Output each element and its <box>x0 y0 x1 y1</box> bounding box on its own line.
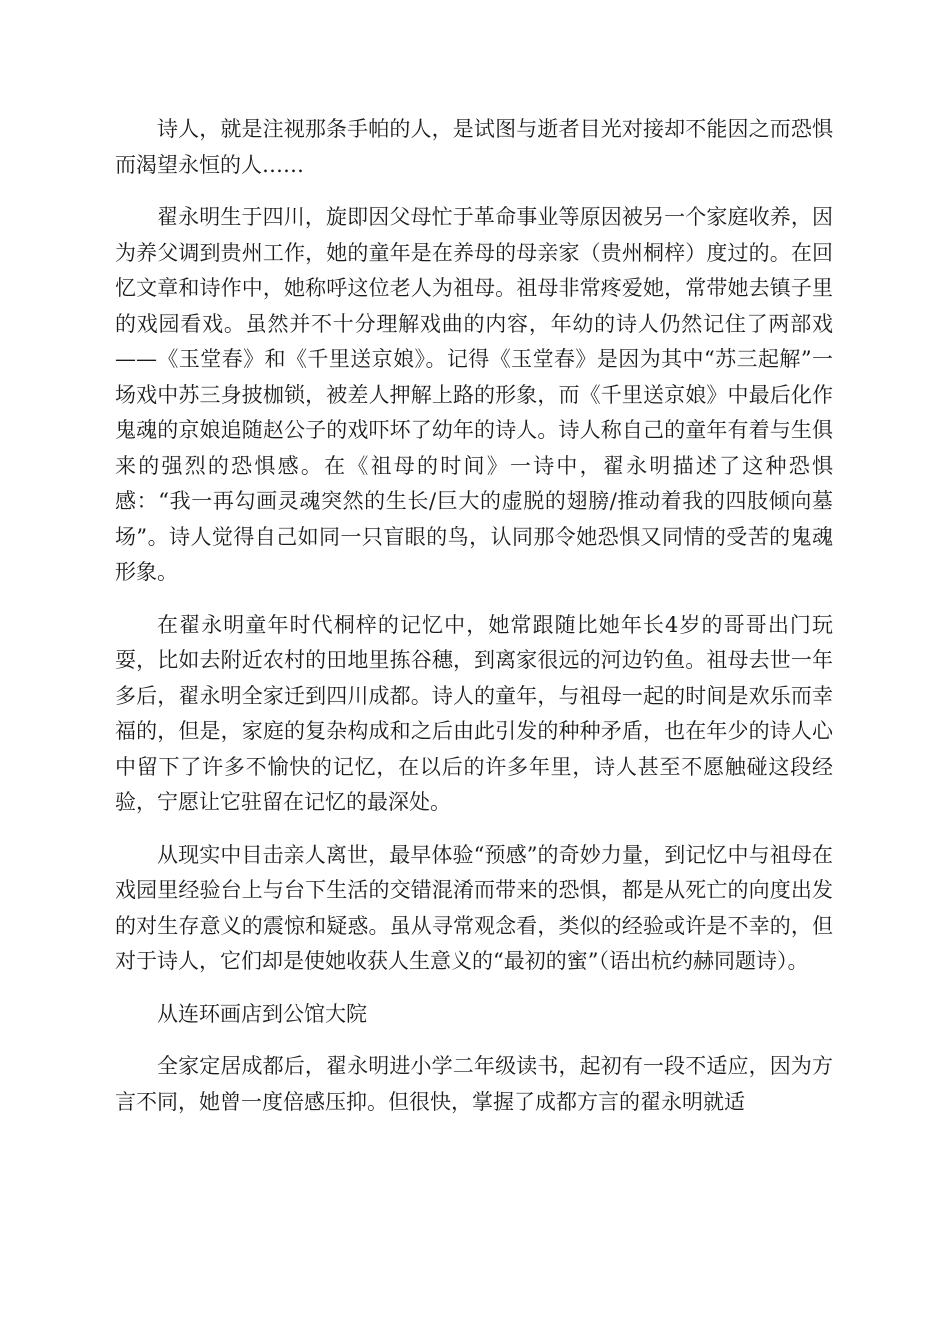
paragraph-5: 全家定居成都后，翟永明进小学二年级读书，起初有一段不适应，因为方言不同，她曾一度倍感压抑。但很快，掌握了成都方言的翟永明就适 <box>115 1054 833 1114</box>
paragraph-4: 从现实中目击亲人离世，最早体验“预感”的奇妙力量，到记忆中与祖母在戏园里经验台上与台下生活的交错混淆而带来的恐惧，都是从死亡的向度出发的对生存意义的震惊和疑惑。虽从寻常观念看，类似的经验或许是不幸的，但对于诗人，它们却是使她收获人生意义的“最初的蜜”（语出杭约赫同题诗）。 <box>115 842 833 973</box>
paragraph-3: 在翟永明童年时代桐梓的记忆中，她常跟随比她年长4岁的哥哥出门玩耍，比如去附近农村的田地里拣谷穗，到离家很远的河边钓鱼。祖母去世一年多后，翟永明全家迁到四川成都。诗人的童年，与祖母一起的时间是欢乐而幸福的，但是，家庭的复杂构成和之后由此引发的种种矛盾，也在年少的诗人心中留下了许多不愉快的记忆，在以后的许多年里，诗人甚至不愿触碰这段经验，宁愿让它驻留在记忆的最深处。 <box>115 612 833 814</box>
document-page <box>115 112 833 1137</box>
paragraph-2: 翟永明生于四川，旋即因父母忙于革命事业等原因被另一个家庭收养，因为养父调到贵州工作，她的童年是在养母的母亲家（贵州桐梓）度过的。在回忆文章和诗作中，她称呼这位老人为祖母。祖母非常疼爱她，常带她去镇子里的戏园看戏。虽然并不十分理解戏曲的内容，年幼的诗人仍然记住了两部戏——《玉堂春》和《千里送京娘》。记得《玉堂春》是因为其中“苏三起解”一场戏中苏三身披枷锁，被差人押解上路的形象，而《千里送京娘》中最后化作鬼魂的京娘追随赵公子的戏吓坏了幼年的诗人。诗人称自己的童年有着与生俱来的强烈的恐惧感。在《祖母的时间》一诗中，翟永明描述了这种恐惧感：“我一再勾画灵魂突然的生长/巨大的虚脱的翅膀/推动着我的四肢倾向墓场”。诗人觉得自己如同一只盲眼的鸟，认同那令她恐惧又同情的受苦的鬼魂形象。 <box>115 205 833 584</box>
section-heading: 从连环画店到公馆大院 <box>157 1001 367 1026</box>
paragraph-1: 诗人，就是注视那条手帕的人，是试图与逝者目光对接却不能因之而恐惧而渴望永恒的人…… <box>115 117 833 177</box>
